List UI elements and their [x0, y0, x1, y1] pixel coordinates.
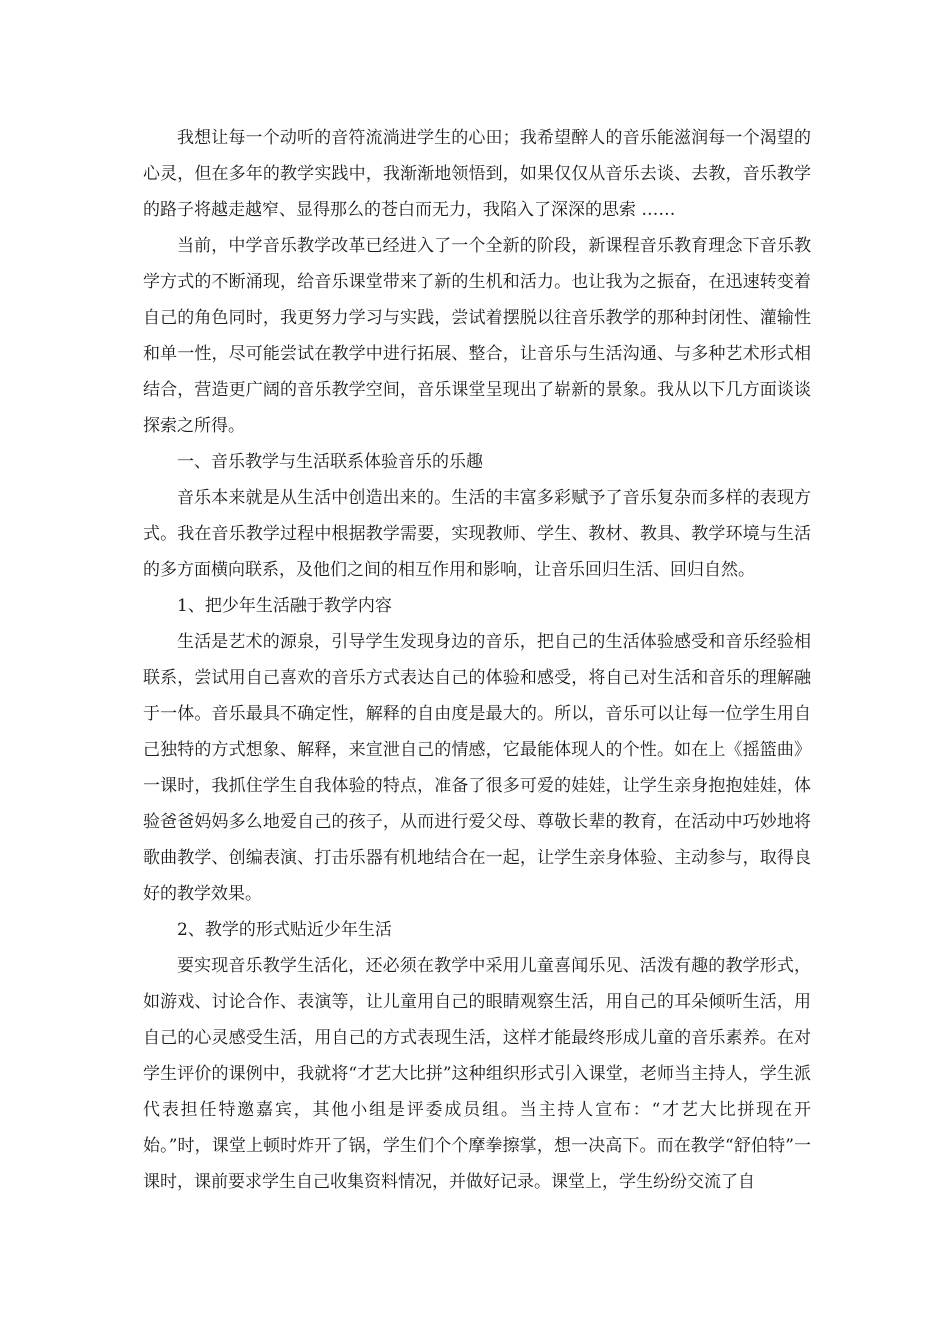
paragraph-music-from-life: 音乐本来就是从生活中创造出来的。生活的丰富多彩赋予了音乐复杂而多样的表现方式。我在音乐教学过程中根据教学需要，实现教师、学生、教材、教具、教学环境与生活的多方面横向联系，及他们之间的相互作用和影响，让音乐回归生活、回归自然。	[143, 488, 811, 580]
paragraph-teaching-forms: 要实现音乐教学生活化，还必须在教学中采用儿童喜闻乐见、活泼有趣的教学形式，如游戏、讨论合作、表演等，让儿童用自己的眼睛观察生活，用自己的耳朵倾听生活，用自己的心灵感受生活，用自己的方式表现生活，这样才能最终形成儿童的音乐素养。在对学生评价的课例中，我就将“才艺大比拼”这种组织形式引入课堂，老师当主持人，学生派代表担任特邀嘉宾，其他小组是评委成员组。当主持人宣布：“才艺大比拼现在开始。”时，课堂上顿时炸开了锅，学生们个个摩拳擦掌，想一决高下。而在教学“舒伯特”一课时，课前要求学生自己收集资料情况，并做好记录。课堂上，学生纷纷交流了自	[143, 956, 811, 1192]
paragraph-life-source-of-art: 生活是艺术的源泉，引导学生发现身边的音乐，把自己的生活体验感受和音乐经验相联系，尝试用自己喜欢的音乐方式表达自己的体验和感受，将自己对生活和音乐的理解融于一体。音乐最具不确定性，解释的自由度是最大的。所以，音乐可以让每一位学生用自己独特的方式想象、解释，来宣泄自己的情感，它最能体现人的个性。如在上《摇篮曲》一课时，我抓住学生自我体验的特点，准备了很多可爱的娃娃，让学生亲身抱抱娃娃，体验爸爸妈妈多么地爱自己的孩子，从而进行爱父母、尊敬长辈的教育，在活动中巧妙地将歌曲教学、创编表演、打击乐器有机地结合在一起，让学生亲身体验、主动参与，取得良好的教学效果。	[143, 632, 811, 904]
subsection-heading-2: 2、教学的形式贴近少年生活	[177, 920, 392, 940]
document-page	[143, 120, 811, 1200]
section-heading-1: 一、音乐教学与生活联系体验音乐的乐趣	[177, 452, 483, 472]
subsection-heading-1: 1、把少年生活融于教学内容	[177, 596, 392, 616]
paragraph-current-reform: 当前，中学音乐教学改革已经进入了一个全新的阶段，新课程音乐教育理念下音乐教学方式的不断涌现，给音乐课堂带来了新的生机和活力。也让我为之振奋，在迅速转变着自己的角色同时，我更努力学习与实践，尝试着摆脱以往音乐教学的那种封闭性、灌输性和单一性，尽可能尝试在教学中进行拓展、整合，让音乐与生活沟通、与多种艺术形式相结合，营造更广阔的音乐教学空间，音乐课堂呈现出了崭新的景象。我从以下几方面谈谈探索之所得。	[143, 236, 811, 436]
paragraph-intro: 我想让每一个动听的音符流淌进学生的心田；我希望醉人的音乐能滋润每一个渴望的心灵，但在多年的教学实践中，我渐渐地领悟到，如果仅仅从音乐去谈、去教，音乐教学的路子将越走越窄、显得那么的苍白而无力，我陷入了深深的思索 ……	[143, 128, 811, 220]
